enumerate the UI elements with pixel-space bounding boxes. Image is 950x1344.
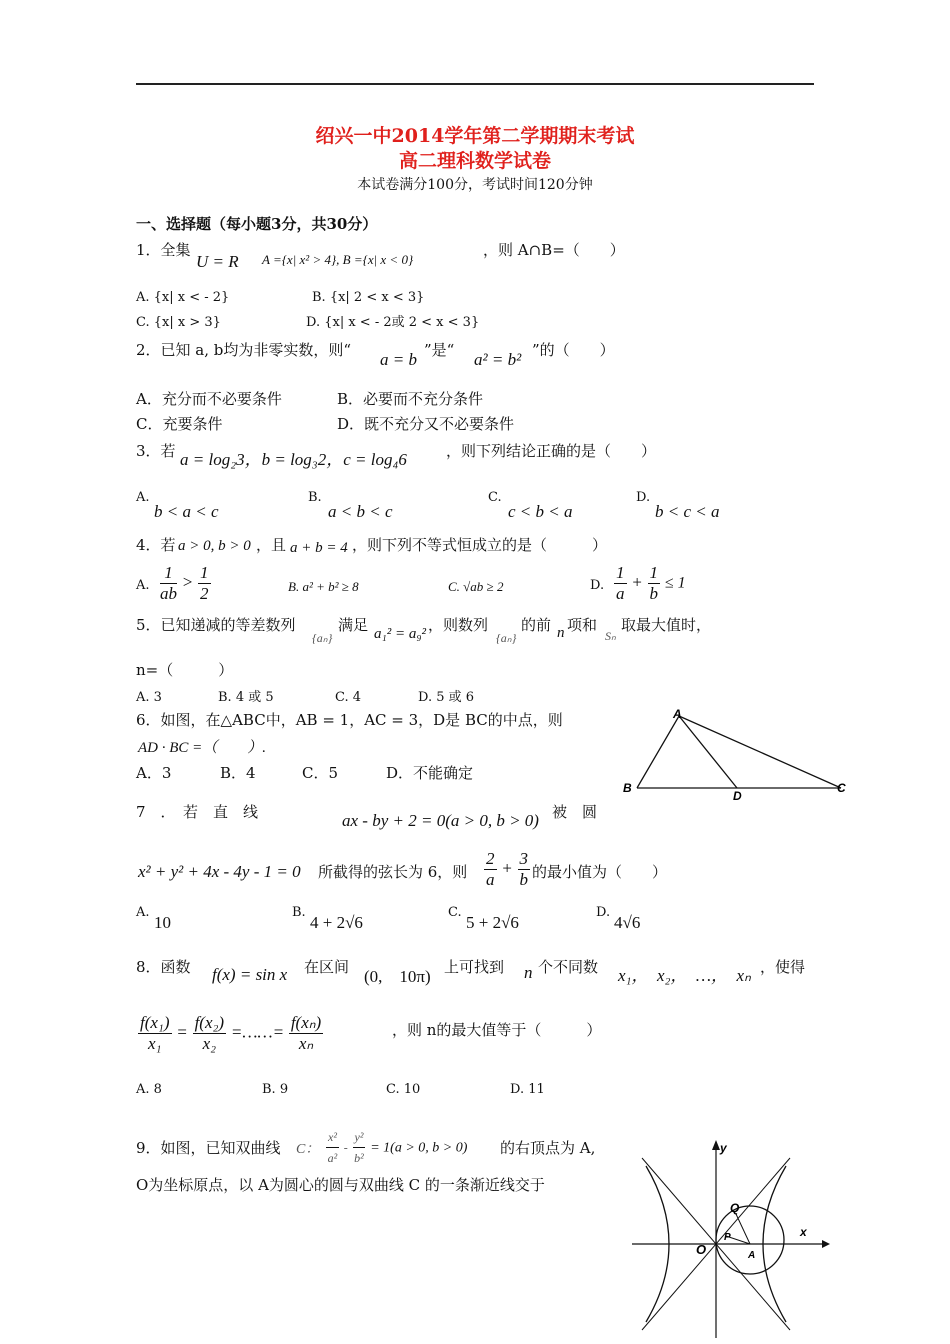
q3-label-c: C. (488, 490, 502, 505)
q3-tail: ，则下列结论正确的是（ ） (446, 442, 657, 460)
q3-option-b: a < b < c (328, 502, 393, 521)
q3-stem: 3．若 (136, 442, 176, 460)
q7-fraction-expr: $\frac{2}{a}$ + $\frac{3}{b}$ (486, 849, 529, 889)
top-rule (136, 83, 814, 85)
q5-condition: a₁² = a₉² (374, 626, 427, 642)
q8-interval: (0, 10π) (364, 967, 431, 986)
y-axis-label: y (720, 1141, 727, 1155)
q8-option-c: C. 10 (386, 1082, 421, 1097)
q5-sequence: {aₙ} (312, 631, 333, 645)
q9-curve-name: C： (296, 1142, 320, 1157)
q3-label-d: D. (636, 490, 651, 505)
q5-text-f: 取最大值时， (621, 616, 712, 634)
q4-condition: a > 0, b > 0 (178, 538, 251, 554)
q7-stem: 7 ． 若 直 线 (136, 803, 259, 821)
q3-option-c: c < b < a (508, 502, 573, 521)
q5-n: n (557, 625, 565, 641)
q7-option-c: 5 + 2√6 (466, 913, 519, 932)
q8-tail: ，使得 (760, 958, 806, 976)
q3-option-d: b < c < a (655, 502, 720, 521)
q8-option-a: A. 8 (136, 1082, 162, 1097)
q3-label-a: A. (136, 490, 150, 505)
q5-sequence-2: {aₙ} (496, 631, 517, 645)
q6-option-b: B．4 (220, 764, 256, 782)
q5-text-d: 的前 (521, 616, 552, 634)
point-q-label: Q (730, 1201, 740, 1215)
q8-mid-2: 上可找到 (444, 958, 505, 976)
q9-hyperbola-eq: $\frac{\text{x²}}{\text{a²}}$ - $\frac{\text{y²}}{\text{b²}}$ = 1(a > 0, b > 0) (326, 1127, 467, 1168)
q8-n: n (524, 963, 533, 982)
q8-mid-3: 个不同数 (538, 958, 599, 976)
q7-label-d: D. (596, 905, 611, 920)
q2-option-d: D．既不充分又不必要条件 (337, 415, 515, 433)
q4-option-d: $\frac{1}{a}$ + $\frac{1}{b}$ ≤ 1 (616, 563, 686, 603)
q4-label-a: A. (136, 578, 150, 593)
q4-a-frac-2: $\frac{1}{2}$ (200, 563, 209, 603)
q2-expr-1: a = b (380, 350, 417, 369)
q8-option-d: D. 11 (510, 1082, 545, 1097)
q1-option-d: D. {x| x < - 2或 2 < x < 3} (306, 315, 480, 330)
q6-option-c: C．5 (302, 764, 339, 782)
q6-option-a: A．3 (136, 764, 172, 782)
section-heading: 一、选择题（每小题3分，共30分） (136, 215, 378, 233)
q1-option-c: C. {x| x > 3} (136, 315, 221, 330)
q4-tail: ，则下列不等式恒成立的是（ ） (352, 536, 608, 554)
q7-mid: 所截得的弦长为 6，则 (318, 863, 468, 881)
q4-a-frac-1: $\frac{1}{ab}$ (160, 563, 177, 603)
q2-option-a: A．充分而不必要条件 (136, 390, 282, 408)
q2-tail: ”的（ ） (532, 341, 615, 359)
origin-label: O (696, 1242, 707, 1257)
q4-d-frac-2: $\frac{1}{b}$ (649, 563, 659, 603)
q5-answer-line: n=（ ） (136, 661, 234, 679)
q1-sets: A ={x| x² > 4}, B ={x| x < 0} (262, 252, 414, 267)
q8-option-b: B. 9 (262, 1082, 289, 1097)
q8-ratio-chain: $\frac{\text{f(x₁)}}{\text{x₁}}$ = $\frac{\text{f(x₂)}}{\text{x₂}}$ =……= $\frac{\text{f(xₙ)}}{\text{xₙ}}$ (140, 1013, 322, 1053)
q7-label-a: A. (136, 905, 150, 920)
q7-label-c: C. (448, 905, 462, 920)
q4-mid: ，且 (256, 536, 287, 554)
q5-text-e: 项和 (567, 616, 598, 634)
q4-d-frac-1: $\frac{1}{a}$ (616, 563, 625, 603)
q9-tail: 的右顶点为 A, (500, 1139, 596, 1157)
q7-circle-eq: x² + y² + 4x - 4y - 1 = 0 (138, 862, 301, 881)
q5-option-d: D. 5 或 6 (418, 690, 475, 705)
q8-frac-3: $\frac{\text{f(xₙ)}}{\text{xₙ}}$ (290, 1013, 322, 1053)
q3-label-b: B. (308, 490, 322, 505)
q9-frac-2: $\frac{\text{y²}}{\text{b²}}$ (353, 1127, 366, 1168)
q8-frac-1: $\frac{\text{f(x₁)}}{\text{x₁}}$ (140, 1013, 170, 1053)
exam-title: 绍兴一中2014学年第二学期期末考试 (315, 125, 635, 147)
q4-stem: 4．若 (136, 536, 176, 554)
q8-frac-2: $\frac{\text{f(x₂)}}{\text{x₂}}$ (194, 1013, 225, 1053)
q2-option-b: B．必要而不充分条件 (337, 390, 484, 408)
q3-option-a: b < a < c (154, 502, 219, 521)
q1-option-b: B. {x| 2 < x < 3} (312, 290, 425, 305)
q4-option-a: $\frac{1}{ab}$ > $\frac{1}{2}$ (160, 563, 209, 603)
q1-stem: 1．全集 (136, 241, 191, 259)
q8-line2-tail: ，则 n的最大值等于（ ） (392, 1021, 602, 1039)
q7-stem-tail: 被 圆 (552, 803, 598, 821)
q5-text-b: 满足 (338, 616, 369, 634)
q7-frac-1: $\frac{2}{a}$ (486, 849, 495, 889)
x-axis-label: x (800, 1225, 807, 1239)
exam-subtitle: 高二理科数学试卷 (398, 150, 551, 172)
q5-option-b: B. 4 或 5 (218, 690, 274, 705)
q7-option-a: 10 (154, 913, 171, 932)
q5-option-c: C. 4 (335, 690, 362, 705)
point-a-label: A (748, 1250, 756, 1261)
q8-stem: 8．函数 (136, 958, 191, 976)
q2-expr-2: a² = b² (474, 350, 522, 369)
q6-vector-expr: AD · BC =（ ）. (138, 740, 267, 756)
q8-xs: x₁， x₂， …， xₙ (618, 966, 751, 985)
q9-stem: 9．如图，已知双曲线 (136, 1139, 281, 1157)
q1-option-a: A. {x| x < - 2} (136, 290, 230, 305)
q6-stem: 6．如图，在△ABC中，AB = 1，AC = 3，D是 BC的中点，则 (136, 711, 563, 729)
q2-stem: 2．已知 a, b均为非零实数，则“ (136, 341, 352, 359)
point-p-label: P (724, 1232, 731, 1243)
q8-mid-1: 在区间 (304, 958, 350, 976)
triangle-figure (615, 700, 855, 805)
q2-option-c: C．充要条件 (136, 415, 223, 433)
q7-tail: 的最小值为（ ） (532, 863, 668, 881)
q5-option-a: A. 3 (136, 690, 162, 705)
q7-label-b: B. (292, 905, 306, 920)
q7-line-eq: ax - by + 2 = 0(a > 0, b > 0) (342, 811, 539, 830)
vertex-d-label: D (733, 789, 742, 803)
q9-line-2: O为坐标原点，以 A为圆心的圆与双曲线 C 的一条渐近线交于 (136, 1176, 545, 1194)
q7-option-d: 4√6 (614, 913, 641, 932)
q3-expr: a = log₂3，b = log₃2，c = log₄6 (180, 450, 407, 469)
q4-option-c: C. √ab ≥ 2 (448, 579, 504, 594)
q1-tail: ，则 A∩B=（ ） (483, 241, 625, 259)
q5-text-c: ，则数列 (428, 616, 489, 634)
q9-frac-1: $\frac{\text{x²}}{\text{a²}}$ (326, 1127, 339, 1168)
q4-option-b: B. a² + b² ≥ 8 (288, 579, 359, 594)
q7-frac-2: $\frac{3}{b}$ (519, 849, 529, 889)
q8-function: f(x) = sin x (212, 965, 288, 984)
q1-universal-set: U = R (196, 252, 239, 271)
q6-option-d: D．不能确定 (386, 764, 474, 782)
vertex-c-label: C (837, 781, 846, 795)
q7-option-b: 4 + 2√6 (310, 913, 363, 932)
exam-note: 本试卷满分100分，考试时间120分钟 (357, 177, 593, 193)
q2-mid: ”是“ (424, 341, 455, 359)
vertex-b-label: B (623, 781, 632, 795)
hyperbola-figure (632, 1134, 832, 1338)
q5-text-a: 5．已知递减的等差数列 (136, 616, 296, 634)
vertex-a-label: A (673, 707, 682, 721)
q4-condition-2: a + b = 4 (290, 540, 348, 556)
q5-sn: Sₙ (605, 629, 616, 643)
q4-label-d: D. (590, 578, 605, 593)
